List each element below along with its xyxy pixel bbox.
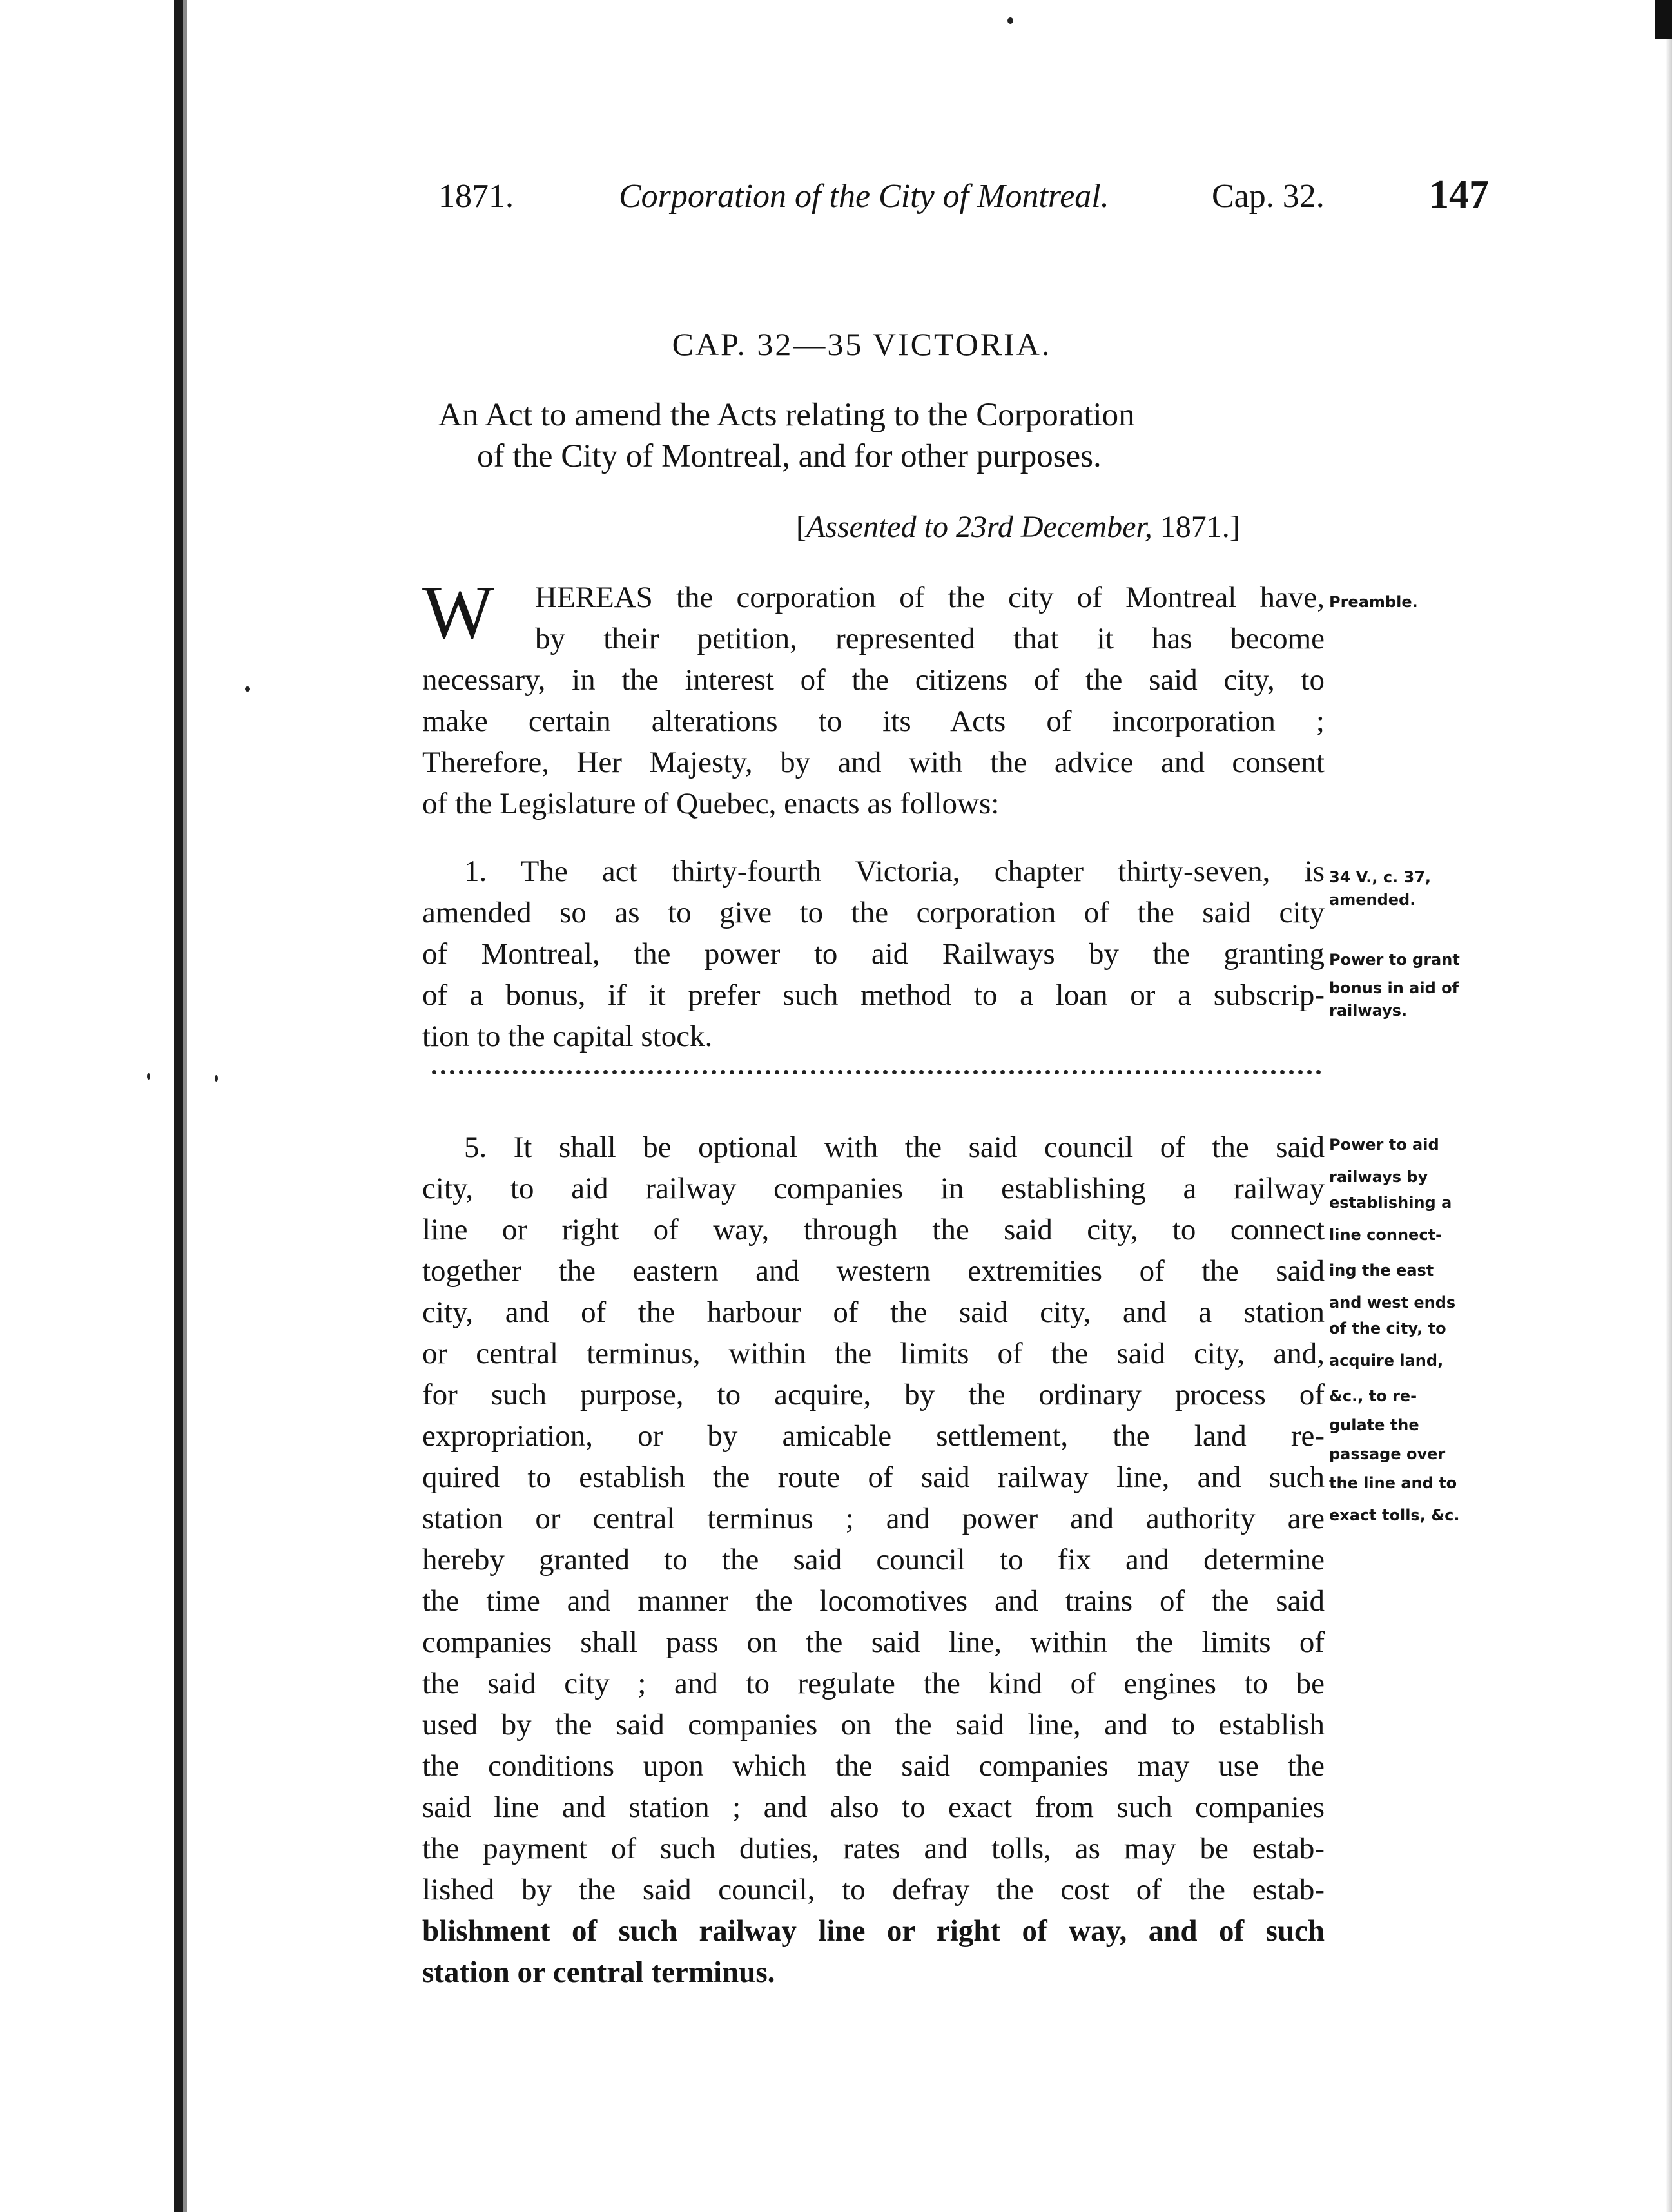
section-5-line: line or right of way, through the said city, to connect: [422, 1213, 1325, 1247]
page-number: 147: [1429, 173, 1489, 217]
section-5-line: quired to establish the route of said railway line, and such: [422, 1460, 1325, 1494]
margin-note-34v: 34 V., c. 37,: [1329, 868, 1432, 886]
preamble-line: of the Legislature of Quebec, enacts as follows:: [422, 787, 1000, 820]
margin-note-s5: acquire land,: [1329, 1352, 1444, 1370]
section-1-line: of a bonus, if it prefer such method to a loan or a subscrip-: [422, 978, 1325, 1012]
margin-note-s5: exact tolls, &c.: [1329, 1506, 1460, 1524]
assent-year: 1871.]: [1152, 510, 1240, 544]
section-5-line: 5. It shall be optional with the said council of the said: [464, 1130, 1325, 1164]
section-5-line: the conditions upon which the said companies may use the: [422, 1749, 1325, 1783]
header-chapter: Cap. 32.: [1212, 178, 1325, 215]
section-1-line: amended so as to give to the corporation of the said city: [422, 896, 1325, 929]
margin-note-s5: establishing a: [1329, 1194, 1452, 1212]
section-5-line: companies shall pass on the said line, within the limits of: [422, 1625, 1325, 1659]
section-5-line: station or central terminus ; and power and authority are: [422, 1502, 1325, 1535]
section-5-line: the said city ; and to regulate the kind of engines to be: [422, 1667, 1325, 1700]
section-5-line: the payment of such duties, rates and tolls, as may be estab-: [422, 1832, 1325, 1865]
margin-note-railways: railways.: [1329, 1002, 1408, 1020]
drop-cap: W: [422, 570, 494, 654]
section-5-line: city, and of the harbour of the said city, and a station: [422, 1295, 1325, 1329]
margin-note-bonus: bonus in aid of: [1329, 979, 1459, 997]
margin-note-s5: passage over: [1329, 1445, 1446, 1463]
header-title: Corporation of the City of Montreal.: [619, 178, 1109, 215]
section-5-line: the time and manner the locomotives and trains of the said: [422, 1584, 1325, 1618]
section-5-line: city, to aid railway companies in establishing a railway: [422, 1172, 1325, 1205]
margin-note-s5: the line and to: [1329, 1474, 1457, 1492]
margin-note-s5: railways by: [1329, 1168, 1428, 1186]
section-1-line: of Montreal, the power to aid Railways by the granting: [422, 937, 1325, 971]
preamble-line: make certain alterations to its Acts of incorporation ;: [422, 704, 1325, 738]
section-5-line: for such purpose, to acquire, by the ordinary process of: [422, 1378, 1325, 1412]
preamble-line: by their petition, represented that it has become: [535, 622, 1325, 655]
scan-speck: [215, 1075, 218, 1082]
margin-note-s5: &c., to re-: [1329, 1387, 1417, 1405]
assent-italic: Assented to 23rd December,: [806, 510, 1152, 544]
scan-speck: [1007, 17, 1013, 24]
margin-note-preamble: Preamble.: [1329, 593, 1418, 611]
ellipsis-separator: [432, 1070, 1321, 1080]
section-5-line: expropriation, or by amicable settlement, the land re-: [422, 1419, 1325, 1453]
section-5-line: blishment of such railway line or right of way, and of such: [422, 1914, 1325, 1948]
act-title-line-1: An Act to amend the Acts relating to the Corporation: [438, 397, 1135, 433]
scan-speck: [245, 686, 250, 692]
margin-note-s5: gulate the: [1329, 1416, 1419, 1434]
margin-note-s5: ing the east: [1329, 1261, 1434, 1279]
corner-mark: [1655, 0, 1672, 39]
section-5-line: station or central terminus.: [422, 1955, 775, 1989]
section-1-line: 1. The act thirty-fourth Victoria, chapter thirty-seven, is: [464, 855, 1325, 888]
section-5-line: hereby granted to the said council to fix and determine: [422, 1543, 1325, 1577]
preamble-line: Therefore, Her Majesty, by and with the advice and consent: [422, 746, 1325, 779]
section-1-line: tion to the capital stock.: [422, 1020, 713, 1053]
margin-note-amended: amended.: [1329, 891, 1416, 909]
margin-note-s5: of the city, to: [1329, 1319, 1446, 1337]
section-5-line: together the eastern and western extremities of the said: [422, 1254, 1325, 1288]
section-5-line: used by the said companies on the said line, and to establish: [422, 1708, 1325, 1741]
assent-open: [: [796, 510, 806, 544]
section-5-line: lished by the said council, to defray the cost of the estab-: [422, 1873, 1325, 1906]
act-title: [438, 394, 1341, 477]
section-5-line: or central terminus, within the limits of the said city, and,: [422, 1337, 1325, 1370]
margin-note-power-grant: Power to grant: [1329, 951, 1460, 969]
margin-note-s5: line connect-: [1329, 1226, 1442, 1244]
scan-speck: [147, 1073, 150, 1080]
margin-note-s5: Power to aid: [1329, 1136, 1439, 1154]
assent-date: [796, 509, 1240, 545]
act-title-line-2: of the City of Montreal, and for other purposes.: [477, 438, 1102, 474]
running-header: [438, 173, 1489, 229]
preamble-line: necessary, in the interest of the citizens of the said city, to: [422, 663, 1325, 697]
section-5-line: said line and station ; and also to exact from such companies: [422, 1790, 1325, 1824]
preamble-line: HEREAS the corporation of the city of Montreal have,: [535, 581, 1325, 614]
chapter-heading: CAP. 32—35 VICTORIA.: [672, 326, 1052, 362]
margin-note-s5: and west ends: [1329, 1294, 1456, 1312]
header-year: 1871.: [438, 178, 514, 215]
